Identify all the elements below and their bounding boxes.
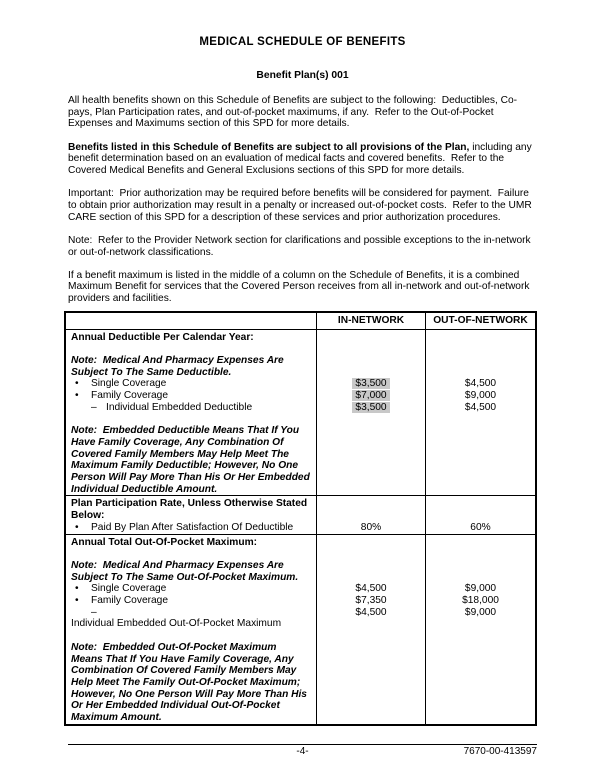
benefit-label-cell <box>66 413 317 425</box>
benefit-item-label: Paid By Plan After Satisfaction Of Deductible <box>91 521 294 533</box>
out-of-network-cell <box>426 630 535 642</box>
in-network-cell <box>317 496 426 521</box>
table-line <box>66 402 535 414</box>
out-of-network-cell <box>426 583 535 595</box>
benefit-label-cell: Note: Medical And Pharmacy Expenses Are Subject To The Same Deductible. <box>66 355 317 378</box>
page-footer <box>68 744 537 760</box>
paragraph-lead: Benefits listed in this Schedule of Benefits are subject to all provisions of the Plan, <box>68 141 470 153</box>
table-line <box>66 595 535 607</box>
benefit-label-cell <box>66 390 317 402</box>
table-row <box>66 495 535 533</box>
maximum-paragraph <box>68 270 537 305</box>
dash-marker: – <box>91 401 97 413</box>
provisions-paragraph <box>68 142 537 177</box>
table-header-row <box>66 313 535 330</box>
out-of-network-cell <box>426 343 535 355</box>
out-of-network-value: $4,500 <box>464 378 497 390</box>
paragraph-text: Important: Prior authorization may be required before benefits will be considered for payment. Failure to obtain prior authorization may result in a penalty or increased out-of-pocket costs. Refer to the UMR CARE section of this SPD for a description of these services and prior authorization procedures. <box>68 188 535 223</box>
in-network-cell <box>317 630 426 642</box>
table-line <box>66 548 535 560</box>
footer-row <box>68 746 537 760</box>
in-network-cell <box>317 607 426 630</box>
out-of-network-value: $18,000 <box>462 595 499 607</box>
table-line <box>66 378 535 390</box>
in-network-value: $3,500 <box>352 402 389 413</box>
table-line <box>66 522 535 534</box>
paragraph-text: including any benefit determination based on an evaluation of medical facts and covered benefits. Refer to the Covered Medical Benefits and General Exclusions sections of this SPD for more details. <box>68 141 535 177</box>
in-network-cell <box>317 402 426 414</box>
header-blank-cell <box>66 313 317 329</box>
table-body <box>66 330 535 724</box>
header-out-of-network: OUT-OF-NETWORK <box>433 314 528 326</box>
in-network-value: $3,500 <box>352 378 389 389</box>
benefit-label-cell <box>66 607 317 630</box>
in-network-value: $7,350 <box>355 595 387 607</box>
benefit-label-cell <box>66 548 317 560</box>
note-paragraph <box>68 235 537 258</box>
in-network-cell <box>317 642 426 724</box>
benefit-item-label: Single Coverage <box>91 378 167 390</box>
out-of-network-cell <box>426 355 535 378</box>
benefit-item-label: Individual Embedded Deductible <box>106 401 253 413</box>
benefit-label-cell: Annual Deductible Per Calendar Year: <box>66 330 317 344</box>
page-subtitle: Benefit Plan(s) 001 <box>256 70 349 81</box>
dash-marker: – <box>91 606 97 618</box>
in-network-cell <box>317 425 426 495</box>
in-network-value: $4,500 <box>355 606 387 618</box>
in-network-value: $4,500 <box>355 583 387 595</box>
in-network-cell <box>317 343 426 355</box>
bullet-marker: • <box>75 390 79 402</box>
paragraph-text: Note: Refer to the Provider Network section for clarifications and possible exceptions to the in-network or out-of-network classifications. <box>68 234 534 258</box>
out-of-network-cell <box>426 425 535 495</box>
benefit-label-cell: Annual Total Out-Of-Pocket Maximum: <box>66 535 317 549</box>
benefit-label-cell: Note: Embedded Deductible Means That If You Have Family Coverage, Any Combination Of Covered Family Members May Help Meet The Maximum Family Deductible; However, No One Person Will Pay More Than His Or Her Embedded Individual Deductible Amount. <box>66 425 317 495</box>
out-of-network-cell <box>426 607 535 630</box>
in-network-cell <box>317 378 426 390</box>
page-number: -4- <box>296 746 309 757</box>
out-of-network-cell <box>426 548 535 560</box>
intro-paragraph <box>68 95 537 130</box>
benefit-label-cell <box>66 378 317 390</box>
benefit-item-label: Family Coverage <box>91 595 168 607</box>
benefit-label-cell: Note: Embedded Out-Of-Pocket Maximum Means That If You Have Family Coverage, Any Combination Of Covered Family Members May Help Meet The Family Out-Of-Pocket Maximum; However, No One Person Will Pay More Than His Or Her Embedded Individual Out-Of-Pocket Maximum Amount. <box>66 642 317 724</box>
benefits-table <box>64 311 537 726</box>
table-line <box>66 343 535 355</box>
benefit-label-cell <box>66 522 317 534</box>
out-of-network-value: $9,000 <box>464 606 497 618</box>
in-network-value: 80% <box>360 521 382 533</box>
page-title: MEDICAL SCHEDULE OF BENEFITS <box>199 36 406 48</box>
table-line <box>66 413 535 425</box>
benefit-label-cell <box>66 595 317 607</box>
important-paragraph <box>68 188 537 223</box>
in-network-cell <box>317 355 426 378</box>
table-line <box>66 330 535 344</box>
document-number: 7670-00-413597 <box>463 746 537 757</box>
out-of-network-value: $4,500 <box>464 401 497 413</box>
out-of-network-value: $9,000 <box>464 390 497 402</box>
table-line <box>66 583 535 595</box>
table-line <box>66 607 535 630</box>
table-line <box>66 560 535 583</box>
out-of-network-cell <box>426 413 535 425</box>
out-of-network-cell <box>426 402 535 414</box>
in-network-cell <box>317 390 426 402</box>
paragraph-text: All health benefits shown on this Schedule of Benefits are subject to the following: Deductibles, Co-pays, Plan Participation rates, and out-of-pocket maximums, if any. Refer to the Out-of-Pocket Expenses and Maximums section of this SPD for more details. <box>68 95 518 130</box>
benefit-label-cell: Plan Participation Rate, Unless Otherwise Stated Below: <box>66 496 317 521</box>
out-of-network-value: $9,000 <box>464 583 497 595</box>
in-network-cell <box>317 535 426 549</box>
table-row <box>66 534 535 724</box>
out-of-network-cell <box>426 378 535 390</box>
out-of-network-cell <box>426 560 535 583</box>
paragraph-text: If a benefit maximum is listed in the middle of a column on the Schedule of Benefits, it is a combined Maximum Benefit for services that the Covered Person receives from all in-network and out-of-network providers and facilities. <box>68 269 533 305</box>
table-line <box>66 496 535 521</box>
in-network-cell <box>317 413 426 425</box>
bullet-marker: • <box>75 595 79 607</box>
out-of-network-cell <box>426 330 535 344</box>
benefit-item-label: Individual Embedded Out-Of-Pocket Maximum <box>71 618 282 630</box>
benefit-label-cell: Note: Medical And Pharmacy Expenses Are Subject To The Same Out-Of-Pocket Maximum. <box>66 560 317 583</box>
benefit-item-label: Family Coverage <box>91 390 168 402</box>
in-network-cell <box>317 548 426 560</box>
out-of-network-cell <box>426 522 535 534</box>
in-network-cell <box>317 595 426 607</box>
table-line <box>66 535 535 549</box>
out-of-network-cell <box>426 535 535 549</box>
table-line <box>66 642 535 724</box>
in-network-cell <box>317 560 426 583</box>
benefit-label-cell <box>66 583 317 595</box>
header-in-network: IN-NETWORK <box>317 313 426 329</box>
out-of-network-cell <box>426 496 535 521</box>
in-network-value: $7,000 <box>352 390 389 401</box>
benefit-label-cell <box>66 402 317 414</box>
out-of-network-cell <box>426 390 535 402</box>
bullet-marker: • <box>75 583 79 595</box>
out-of-network-cell <box>426 642 535 724</box>
table-line <box>66 390 535 402</box>
in-network-cell <box>317 522 426 534</box>
out-of-network-value: 60% <box>470 521 491 533</box>
out-of-network-cell <box>426 595 535 607</box>
in-network-cell <box>317 330 426 344</box>
table-line <box>66 630 535 642</box>
bullet-marker: • <box>75 521 79 533</box>
benefit-label-cell <box>66 343 317 355</box>
benefit-item-label: Single Coverage <box>91 583 167 595</box>
table-line <box>66 355 535 378</box>
in-network-cell <box>317 583 426 595</box>
table-line <box>66 425 535 495</box>
bullet-marker: • <box>75 378 79 390</box>
benefit-label-cell <box>66 630 317 642</box>
table-row <box>66 330 535 496</box>
